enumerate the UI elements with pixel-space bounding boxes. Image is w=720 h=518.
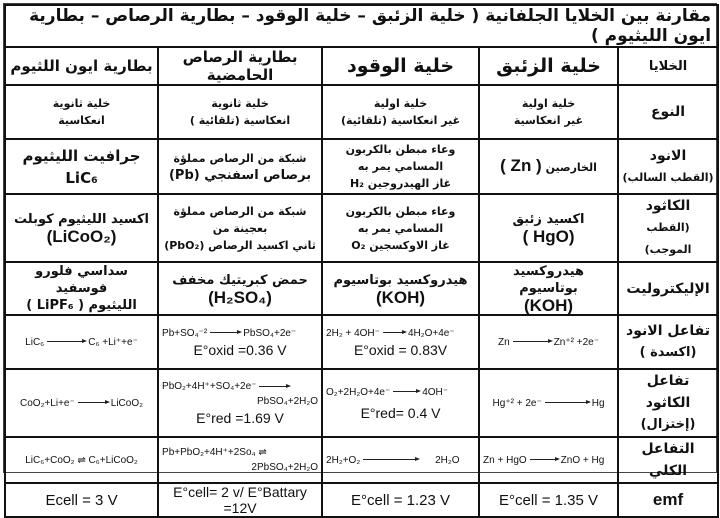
eq-reactants: CoO₂+Li+e⁻ — [20, 397, 75, 409]
electrode-potential: E°oxid = 0.83V — [353, 341, 448, 358]
equation — [162, 445, 318, 475]
cell-line: المسامي يمر به — [357, 221, 444, 235]
cell-line: هيدروكسيد بوتاسيوم — [513, 264, 585, 296]
electrode-potential: E°oxid =0.36 V — [193, 341, 287, 358]
cell-formula: ( HgO) — [522, 227, 575, 246]
cell-line: شبكة من الرصاص مملؤة — [173, 151, 307, 165]
arrow-right-icon — [513, 341, 551, 342]
cell-anode-fuel — [322, 139, 479, 194]
cell-cathode-lithium — [5, 194, 158, 262]
cell-line: بعجينة من — [212, 221, 268, 235]
row-type — [5, 85, 718, 139]
row-label-cathode — [618, 194, 718, 262]
cell-formula: (KOH) — [375, 287, 426, 307]
cell-anode-reaction-lead — [158, 315, 322, 369]
cell-emf-mercury: E°cell = 1.35 V — [479, 483, 618, 517]
cell-line: برصاص اسفنجي (Pb) — [168, 167, 312, 183]
cell-emf-fuel: E°cell = 1.23 V — [322, 483, 479, 517]
cell-anode-mercury — [479, 139, 618, 194]
header-lead-acid-battery: بطارية الرصاص الحامضية — [158, 47, 322, 85]
cell-formula: (LiCoO₂) — [46, 227, 117, 246]
header-row — [5, 47, 718, 85]
galvanic-cells-comparison-table — [4, 4, 719, 518]
eq-reactants: Hg⁺² + 2e⁻ — [492, 397, 542, 409]
header-lithium-ion-battery: بطارية ايون اللثيوم — [5, 47, 158, 85]
equation — [9, 335, 154, 350]
title-row — [5, 5, 718, 47]
cell-line: حمض كبريتيك مخفف — [172, 272, 308, 288]
cell-anode-reaction-lithium — [5, 315, 158, 369]
eq-products: 2H₂O — [435, 454, 460, 466]
eq-products: ZnO + Hg — [560, 454, 605, 466]
row-label-anode-reaction — [618, 315, 718, 369]
row-electrolyte — [5, 262, 718, 315]
cell-line: غاز الهيدروجين H₂ — [349, 177, 452, 190]
arrow-right-icon — [530, 459, 558, 460]
row-emf — [5, 483, 718, 517]
header-fuel-cell: خلية الوقود — [322, 47, 479, 85]
cell-line: انعكاسية — [58, 114, 105, 127]
cell-emf-lithium: Ecell = 3 V — [5, 483, 158, 517]
equation — [9, 453, 154, 468]
electrode-potential: E°red= 0.4 V — [360, 404, 441, 421]
equation — [483, 453, 614, 468]
row-cathode — [5, 194, 718, 262]
cell-line: الليثيوم ( LiPF₆ ) — [26, 298, 137, 313]
equation — [483, 396, 614, 411]
row-sublabel-text: (القطب الموجب) — [644, 221, 692, 256]
arrow-right-icon — [47, 341, 85, 342]
cell-line: غير انعكاسية — [513, 114, 584, 127]
cell-cathode-reaction-lithium — [5, 369, 158, 437]
cell-type-lithium — [5, 85, 158, 139]
row-sublabel-text: (اكسدة ) — [639, 345, 697, 360]
equation — [326, 453, 475, 468]
row-label-overall: التفاعل الكلي — [618, 437, 718, 483]
eq-reactants: Zn — [498, 336, 510, 348]
eq-products: 4H₂O+4e⁻ — [407, 327, 455, 339]
cell-electrolyte-fuel — [322, 262, 479, 315]
cell-anode-lithium: جرافيت الليثيوم LiC₆ — [5, 139, 158, 194]
arrow-right-icon — [210, 332, 240, 333]
eq-reactants: LiC₆ — [25, 336, 45, 348]
eq-reactants: PbO₂+4H⁺+SO₄+2e⁻ — [162, 381, 257, 392]
row-sublabel-text: (القطب السالب) — [622, 170, 714, 184]
row-label-emf: emf — [618, 483, 718, 517]
cell-formula: ( Zn ) — [500, 156, 542, 175]
cell-text: اكسيد زئبق — [512, 212, 585, 227]
row-sublabel-text: (إختزال) — [640, 417, 696, 432]
eq-reactants: Zn + HgO — [483, 454, 527, 466]
eq-products: Zn⁺² +2e⁻ — [553, 336, 600, 348]
cell-formula: (KOH) — [523, 296, 574, 315]
cell-line: وعاء مبطن بالكربون — [345, 143, 456, 156]
row-label-text: الانود — [649, 147, 687, 164]
cell-cathode-mercury — [479, 194, 618, 262]
header-mercury-cell: خلية الزئبق — [479, 47, 618, 85]
cell-line: سداسي فلورو فوسفيد — [35, 264, 128, 296]
cell-line: هيدروكسيد بوتاسيوم — [333, 272, 468, 288]
eq-products: C₆ +Li⁺+e⁻ — [88, 336, 138, 348]
row-label-cathode-reaction — [618, 369, 718, 437]
cell-cathode-fuel — [322, 194, 479, 262]
row-label-text: تفاعل الانود — [626, 323, 711, 339]
eq-products: Hg — [591, 397, 605, 409]
equation — [326, 326, 475, 341]
cell-electrolyte-lithium — [5, 262, 158, 315]
equation — [9, 396, 154, 411]
arrow-right-icon — [259, 386, 289, 387]
row-overall-reaction — [5, 437, 718, 483]
equation — [326, 385, 475, 400]
cell-type-fuel — [322, 85, 479, 139]
cell-line: خلية ثانوية — [211, 97, 269, 110]
cell-line: انعكاسية (تلقائية ) — [189, 114, 291, 127]
eq-reactants: Pb+SO₄⁻² — [162, 327, 208, 339]
row-label-anode — [618, 139, 718, 194]
cell-overall-lead — [158, 437, 322, 483]
row-label-text: النوع — [650, 104, 686, 120]
row-cathode-reaction — [5, 369, 718, 437]
cell-cathode-lead — [158, 194, 322, 262]
cell-type-mercury — [479, 85, 618, 139]
row-label-text: الكاثود — [645, 198, 691, 214]
cell-anode-reaction-mercury — [479, 315, 618, 369]
cell-line: غاز الاوكسجين O₂ — [351, 238, 450, 252]
cell-cathode-reaction-mercury — [479, 369, 618, 437]
arrow-right-icon — [78, 402, 108, 403]
cell-line: شبكة من الرصاص مملؤة — [173, 204, 307, 218]
cell-formula: (H₂SO₄) — [208, 287, 272, 307]
row-label-text: تفاعل الكاثود — [645, 373, 691, 411]
cell-overall-fuel — [322, 437, 479, 483]
cell-line: خلية ثانوية — [52, 97, 111, 110]
table-title: مقارنة بين الخلايا الجلفانية ( خلية الزئبق – خلية الوقود – بطارية الرصاص – بطارية ايون الليثيوم ) — [5, 5, 718, 47]
cell-line: المسامي يمر به — [357, 160, 444, 173]
cell-line: خلية اولية — [521, 97, 576, 110]
eq-reactants: O₂+2H₂O+4e⁻ — [326, 386, 391, 398]
header-cells-label: الخلايا — [618, 47, 718, 85]
cell-text: الخارصين — [545, 161, 597, 174]
cell-line: خلية اولية — [373, 97, 428, 110]
eq-products: C₆+LiCoO₂ — [88, 454, 138, 466]
eq-products: PbSO₄+2H₂O — [256, 396, 319, 407]
eq-reactants: 2H₂+O₂ — [326, 454, 361, 466]
cell-emf-lead: E°cell= 2 v/ E°Battary =12V — [158, 483, 322, 517]
cell-electrolyte-lead — [158, 262, 322, 315]
row-anode-reaction — [5, 315, 718, 369]
cell-electrolyte-mercury — [479, 262, 618, 315]
eq-products: 4OH⁻ — [422, 386, 449, 398]
cell-anode-reaction-fuel — [322, 315, 479, 369]
row-label-type — [618, 85, 718, 139]
row-anode — [5, 139, 718, 194]
cell-overall-mercury — [479, 437, 618, 483]
eq-products: LiCoO₂ — [110, 397, 143, 409]
eq-products: PbSO₄+2e⁻ — [243, 327, 297, 339]
cell-anode-lead — [158, 139, 322, 194]
cell-cathode-reaction-fuel — [322, 369, 479, 437]
cell-line: ثاني اكسيد الرصاص (PbO₂) — [164, 238, 316, 252]
equation — [483, 335, 614, 350]
equation — [162, 379, 318, 409]
arrow-right-icon — [363, 459, 418, 460]
eq-products: 2PbSO₄+2H₂O — [251, 462, 319, 473]
cell-text: اكسيد الليثيوم كوبلت — [14, 212, 150, 227]
eq-reactants: 2H₂ + 4OH⁻ — [326, 327, 380, 339]
arrow-right-icon — [393, 391, 419, 392]
cell-line: وعاء مبطن بالكربون — [345, 204, 456, 218]
arrow-right-icon — [383, 332, 405, 333]
equation — [162, 326, 318, 341]
eq-reactants: Pb+PbO₂+4H⁺+2So₄ ⇌ — [162, 447, 267, 458]
cell-line: غير انعكاسية (تلقائية) — [340, 114, 461, 127]
cell-cathode-reaction-lead — [158, 369, 322, 437]
eq-reactants: LiC₆+CoO₂ ⇌ — [25, 454, 86, 466]
arrow-right-icon — [545, 402, 589, 403]
electrode-potential: E°red =1.69 V — [196, 410, 284, 426]
row-label-electrolyte: الإليكتروليت — [618, 262, 718, 315]
cell-type-lead — [158, 85, 322, 139]
cell-overall-lithium — [5, 437, 158, 483]
